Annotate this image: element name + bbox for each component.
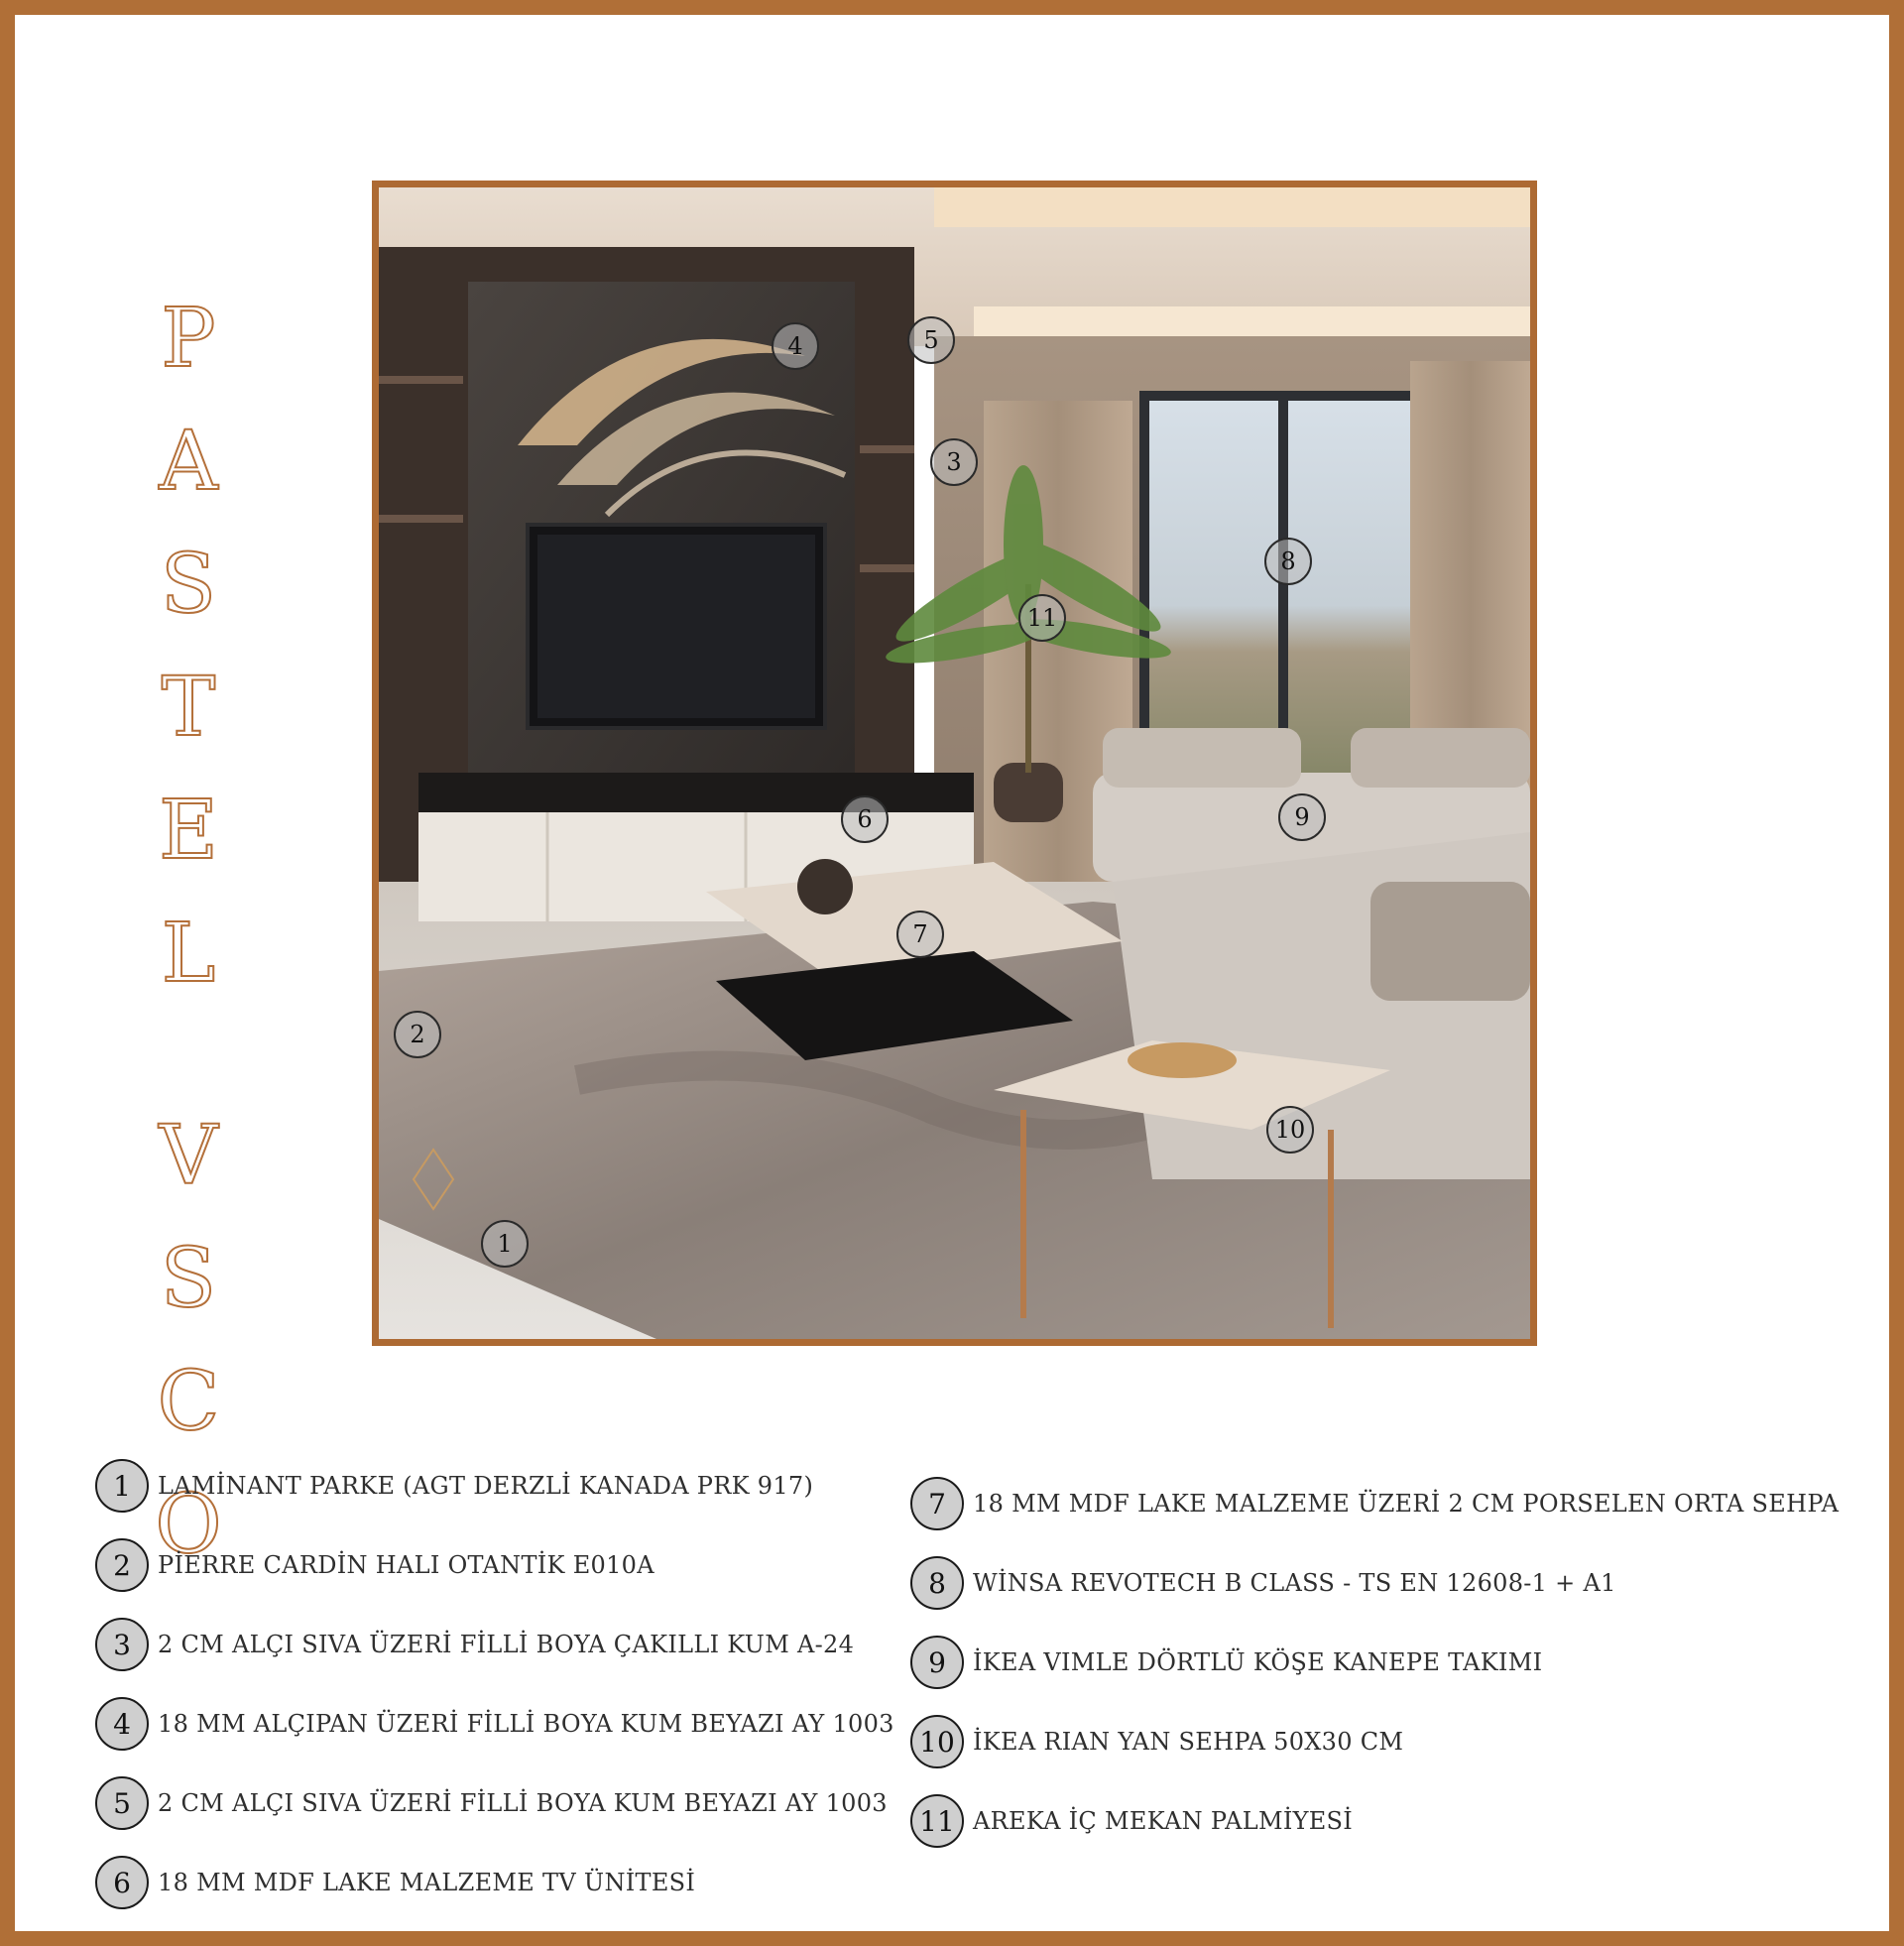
legend-number: 7 (910, 1477, 964, 1530)
brand-letter: V (159, 1109, 218, 1203)
photo-marker-7: 7 (896, 911, 944, 958)
legend-item (910, 1781, 1839, 1861)
brand-letter: S (160, 538, 217, 632)
legend-item (95, 1684, 894, 1764)
photo-marker-10: 10 (1266, 1106, 1314, 1154)
living-room-illustration (379, 187, 1530, 1339)
photo-marker-4: 4 (772, 322, 819, 370)
legend-item (95, 1525, 894, 1605)
photo-marker-6: 6 (841, 795, 889, 843)
legend-text: AREKA İÇ MEKAN PALMİYESİ (973, 1807, 1354, 1835)
brand-word-pastel (159, 278, 218, 1016)
legend-number: 5 (95, 1776, 149, 1830)
legend-item (910, 1543, 1839, 1623)
brand-letter: A (159, 415, 218, 509)
legend-number: 1 (95, 1459, 149, 1513)
photo-marker-5: 5 (907, 316, 955, 364)
legend-number: 8 (910, 1556, 964, 1610)
brand-letter: O (155, 1478, 222, 1572)
brand-letter: T (161, 661, 216, 755)
legend-text: PİERRE CARDİN HALI OTANTİK E010A (158, 1551, 654, 1579)
legend-text: İKEA RIAN YAN SEHPA 50X30 CM (973, 1728, 1404, 1756)
photo-marker-8: 8 (1264, 538, 1312, 585)
legend-number: 2 (95, 1538, 149, 1592)
legend-text: 18 MM MDF LAKE MALZEME TV ÜNİTESİ (158, 1869, 696, 1896)
legend-number: 6 (95, 1856, 149, 1909)
legend-number: 10 (910, 1715, 964, 1768)
living-room-photo (372, 181, 1537, 1346)
legend-text: 18 MM ALÇIPAN ÜZERİ FİLLİ BOYA KUM BEYAZI AY 1003 (158, 1710, 894, 1738)
photo-marker-1: 1 (481, 1220, 529, 1268)
legend-left (95, 1446, 894, 1922)
brand-letter: S (160, 1232, 217, 1326)
legend-text: 2 CM ALÇI SIVA ÜZERİ FİLLİ BOYA KUM BEYAZI AY 1003 (158, 1789, 888, 1817)
legend-item (910, 1623, 1839, 1702)
brand-title (144, 278, 233, 1587)
brand-letter: L (161, 907, 216, 1001)
legend-text: WİNSA REVOTECH B CLASS - TS EN 12608-1 + A1 (973, 1569, 1616, 1597)
photo-marker-11: 11 (1018, 594, 1066, 642)
brand-letter: E (159, 784, 218, 878)
legend-item (910, 1702, 1839, 1781)
brand-letter: C (157, 1355, 220, 1449)
legend-right (910, 1464, 1839, 1861)
photo-marker-2: 2 (394, 1011, 441, 1058)
legend-item (95, 1446, 894, 1525)
legend-item (95, 1843, 894, 1922)
legend-text: İKEA VIMLE DÖRTLÜ KÖŞE KANEPE TAKIMI (973, 1648, 1543, 1676)
legend-item (95, 1605, 894, 1684)
brand-letter: P (161, 292, 216, 386)
photo-marker-9: 9 (1278, 793, 1326, 841)
legend-item (95, 1764, 894, 1843)
legend-text: LAMİNANT PARKE (AGT DERZLİ KANADA PRK 917) (158, 1472, 814, 1500)
legend-number: 4 (95, 1697, 149, 1751)
legend-item (910, 1464, 1839, 1543)
legend-number: 9 (910, 1636, 964, 1689)
photo-marker-3: 3 (930, 438, 978, 486)
legend-text: 18 MM MDF LAKE MALZEME ÜZERİ 2 CM PORSELEN ORTA SEHPA (973, 1490, 1840, 1518)
legend-number: 3 (95, 1618, 149, 1671)
legend-number: 11 (910, 1794, 964, 1848)
legend-text: 2 CM ALÇI SIVA ÜZERİ FİLLİ BOYA ÇAKILLI KUM A-24 (158, 1631, 855, 1658)
